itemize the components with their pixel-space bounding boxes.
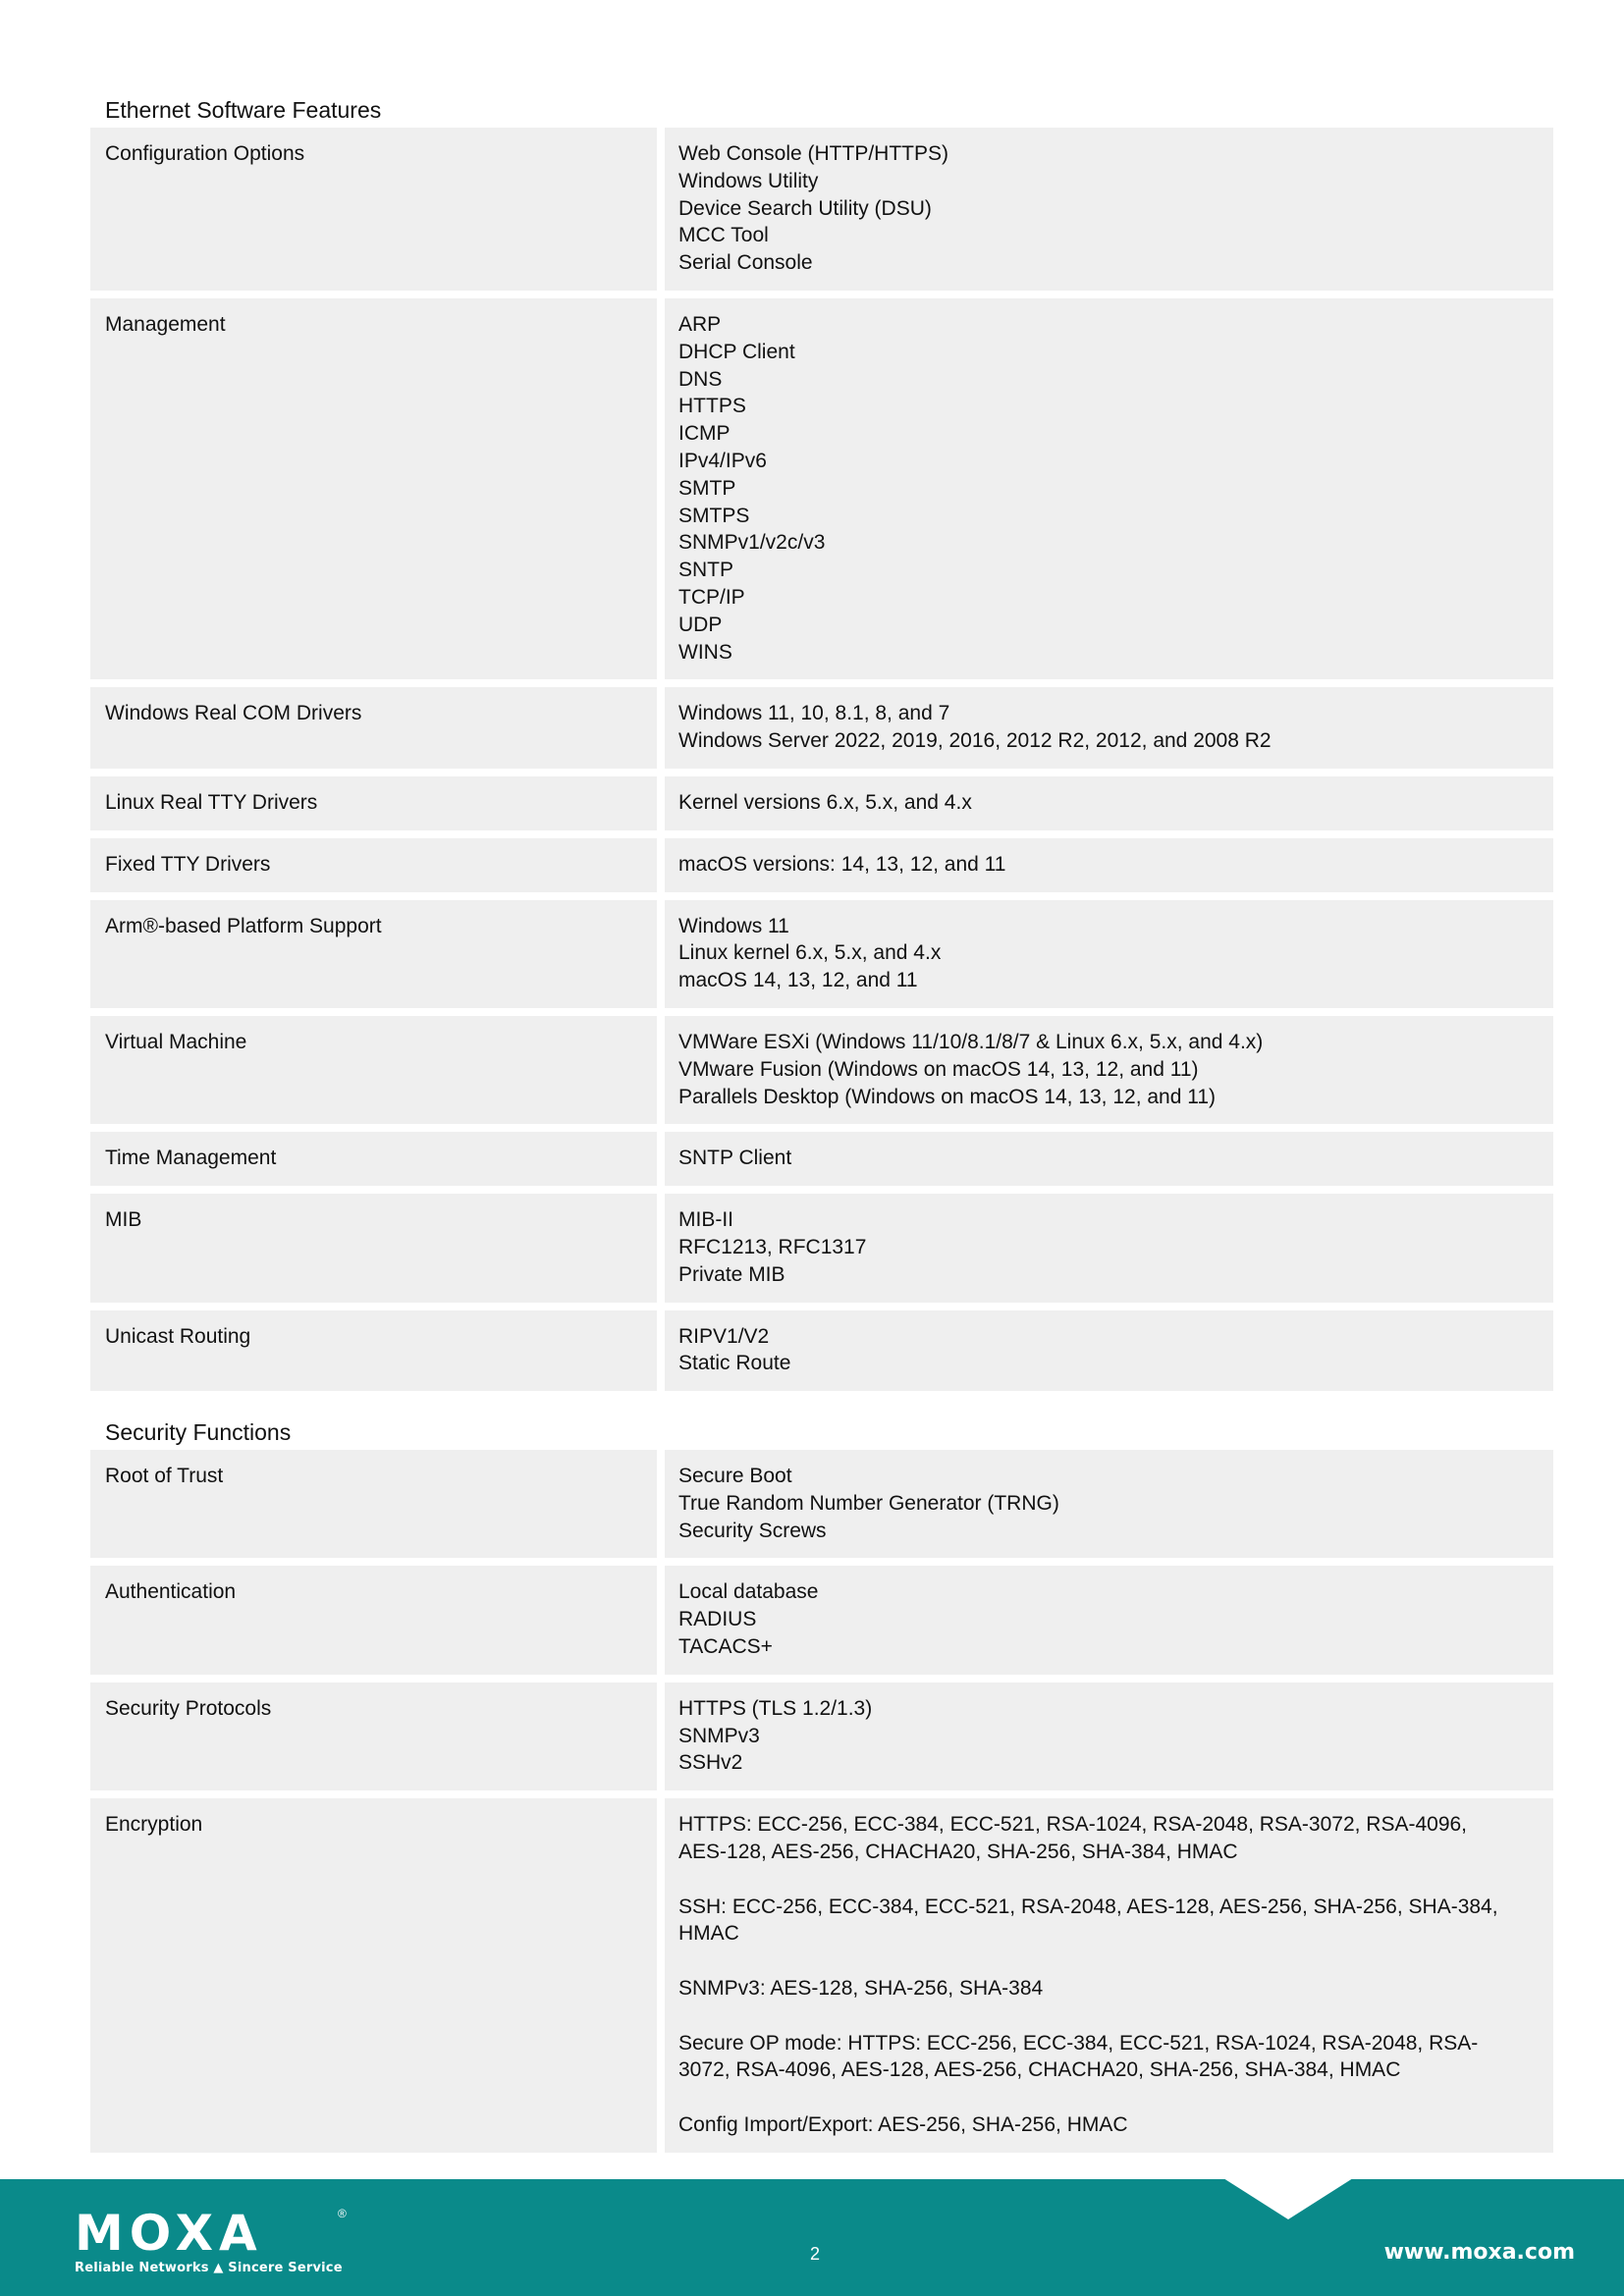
- spec-value-line: Windows Server 2022, 2019, 2016, 2012 R2, 2012, and 2008 R2: [678, 729, 1272, 753]
- spec-value: [665, 1798, 1553, 2153]
- spec-value: [665, 1450, 1553, 1558]
- spec-value: [665, 776, 1553, 830]
- spec-value-line: Static Route: [678, 1352, 791, 1375]
- spec-value-line: Windows Utility: [678, 169, 819, 192]
- spec-row: [90, 1194, 1553, 1302]
- spec-row: [90, 776, 1553, 830]
- spec-value-line: DNS: [678, 367, 723, 391]
- spec-value-line: MIB-II: [678, 1208, 733, 1232]
- spec-value-line: True Random Number Generator (TRNG): [678, 1491, 1059, 1515]
- spec-value-line: SMTPS: [678, 504, 750, 527]
- spec-value-line: macOS 14, 13, 12, and 11: [678, 969, 918, 992]
- spec-value-line: SSH: ECC-256, ECC-384, ECC-521, RSA-2048, AES-128, AES-256, SHA-256, SHA-384,: [678, 1895, 1498, 1918]
- spec-value-paragraph: [678, 1975, 1540, 2002]
- spec-value: [665, 900, 1553, 1008]
- spec-value-line: HTTPS: [678, 395, 746, 418]
- spec-value: [665, 128, 1553, 291]
- logo-wordmark: MOXA: [75, 2205, 263, 2262]
- spec-value-line: Web Console (HTTP/HTTPS): [678, 142, 948, 165]
- spec-label: Root of Trust: [90, 1450, 665, 1558]
- spec-label: Unicast Routing: [90, 1310, 665, 1392]
- spec-row: [90, 1682, 1553, 1790]
- section-title: Security Functions: [105, 1419, 292, 1446]
- spec-row: [90, 298, 1553, 679]
- spec-value-line: Config Import/Export: AES-256, SHA-256, HMAC: [678, 2113, 1128, 2137]
- spec-value: [665, 298, 1553, 679]
- spec-label: Fixed TTY Drivers: [90, 838, 665, 892]
- spec-row: [90, 838, 1553, 892]
- spec-value: [665, 1194, 1553, 1302]
- spec-label: Configuration Options: [90, 128, 665, 291]
- spec-value-line: UDP: [678, 613, 723, 636]
- spec-value-line: Local database: [678, 1580, 819, 1604]
- spec-value-line: MCC Tool: [678, 224, 769, 247]
- spec-row: [90, 128, 1553, 291]
- spec-value: [665, 838, 1553, 892]
- spec-value-line: HTTPS: ECC-256, ECC-384, ECC-521, RSA-1024, RSA-2048, RSA-3072, RSA-4096,: [678, 1813, 1468, 1837]
- spec-value-line: VMware Fusion (Windows on macOS 14, 13, 12, and 11): [678, 1057, 1199, 1081]
- spec-value: [665, 1016, 1553, 1124]
- spec-value-paragraph: [678, 1894, 1540, 1949]
- spec-value-line: SSHv2: [678, 1751, 743, 1775]
- spec-value-line: RADIUS: [678, 1608, 757, 1631]
- spec-value-paragraph: [678, 1811, 1540, 1866]
- spec-value-line: HTTPS (TLS 1.2/1.3): [678, 1696, 873, 1720]
- spec-value-line: IPv4/IPv6: [678, 449, 767, 472]
- footer-notch-shape: [1223, 2178, 1353, 2219]
- spec-label: MIB: [90, 1194, 665, 1302]
- spec-row: [90, 1566, 1553, 1674]
- spec-label: Linux Real TTY Drivers: [90, 776, 665, 830]
- spec-label: Security Protocols: [90, 1682, 665, 1790]
- spec-value-line: SNMPv3: AES-128, SHA-256, SHA-384: [678, 1977, 1044, 2001]
- spec-value-line: SNTP: [678, 559, 734, 582]
- spec-label: Authentication: [90, 1566, 665, 1674]
- spec-value-line: SNMPv1/v2c/v3: [678, 531, 826, 555]
- spec-value-line: Kernel versions 6.x, 5.x, and 4.x: [678, 790, 972, 814]
- spec-value-line: ARP: [678, 312, 722, 336]
- spec-value-line: macOS versions: 14, 13, 12, and 11: [678, 852, 1006, 876]
- spec-value-line: RFC1213, RFC1317: [678, 1235, 867, 1258]
- spec-value-line: Secure Boot: [678, 1465, 792, 1488]
- spec-value: [665, 687, 1553, 769]
- spec-row: [90, 1016, 1553, 1124]
- spec-value-line: Windows 11, 10, 8.1, 8, and 7: [678, 702, 950, 725]
- section-title: Ethernet Software Features: [105, 97, 382, 123]
- registered-mark: ®: [338, 2207, 347, 2220]
- moxa-logo[interactable]: [75, 2205, 347, 2275]
- spec-label: Encryption: [90, 1798, 665, 2153]
- spec-value-line: 3072, RSA-4096, AES-128, AES-256, CHACHA20, SHA-256, SHA-384, HMAC: [678, 2058, 1401, 2082]
- spec-row: [90, 687, 1553, 769]
- spec-row: [90, 1450, 1553, 1558]
- spec-value-line: Security Screws: [678, 1519, 827, 1542]
- spec-value-line: Serial Console: [678, 251, 813, 275]
- spec-value-line: AES-128, AES-256, CHACHA20, SHA-256, SHA-384, HMAC: [678, 1841, 1238, 1864]
- spec-value-line: Windows 11: [678, 914, 789, 937]
- spec-value-line: Linux kernel 6.x, 5.x, and 4.x: [678, 941, 942, 965]
- spec-value: [665, 1682, 1553, 1790]
- spec-value-line: SMTP: [678, 476, 736, 500]
- spec-label: Windows Real COM Drivers: [90, 687, 665, 769]
- spec-value-line: RIPV1/V2: [678, 1324, 770, 1348]
- spec-row: [90, 1132, 1553, 1186]
- spec-row: [90, 1310, 1553, 1392]
- website-link[interactable]: www.moxa.com: [1383, 2240, 1575, 2265]
- spec-value-line: DHCP Client: [678, 340, 795, 363]
- spec-label: Virtual Machine: [90, 1016, 665, 1124]
- spec-value: [665, 1132, 1553, 1186]
- spec-value-paragraph: [678, 2111, 1540, 2139]
- spec-table-security-functions: [90, 1442, 1553, 2161]
- logo-tagline: Reliable Networks ▲ Sincere Service: [75, 2261, 343, 2275]
- spec-value-line: Private MIB: [678, 1262, 785, 1286]
- spec-row: [90, 900, 1553, 1008]
- spec-value-line: HMAC: [678, 1922, 739, 1946]
- spec-value: [665, 1566, 1553, 1674]
- spec-value-line: ICMP: [678, 422, 731, 446]
- spec-label: Time Management: [90, 1132, 665, 1186]
- spec-value-line: Parallels Desktop (Windows on macOS 14, 13, 12, and 11): [678, 1085, 1217, 1108]
- spec-label: Management: [90, 298, 665, 679]
- spec-value-line: TCP/IP: [678, 585, 745, 609]
- spec-value-line: Secure OP mode: HTTPS: ECC-256, ECC-384, ECC-521, RSA-1024, RSA-2048, RSA-: [678, 2031, 1479, 2055]
- spec-value-paragraph: [678, 2030, 1540, 2085]
- page-number: 2: [809, 2244, 820, 2264]
- spec-value-line: WINS: [678, 640, 732, 664]
- spec-value-line: TACACS+: [678, 1635, 773, 1659]
- spec-value: [665, 1310, 1553, 1392]
- spec-value-line: SNMPv3: [678, 1724, 760, 1747]
- spec-value-line: Device Search Utility (DSU): [678, 196, 932, 220]
- spec-content: [90, 90, 1553, 2161]
- spec-row: [90, 1798, 1553, 2153]
- spec-label: Arm®-based Platform Support: [90, 900, 665, 1008]
- spec-value-line: SNTP Client: [678, 1147, 792, 1170]
- spec-table-ethernet-software: [90, 120, 1553, 1399]
- spec-value-line: VMWare ESXi (Windows 11/10/8.1/8/7 & Linux 6.x, 5.x, and 4.x): [678, 1030, 1264, 1053]
